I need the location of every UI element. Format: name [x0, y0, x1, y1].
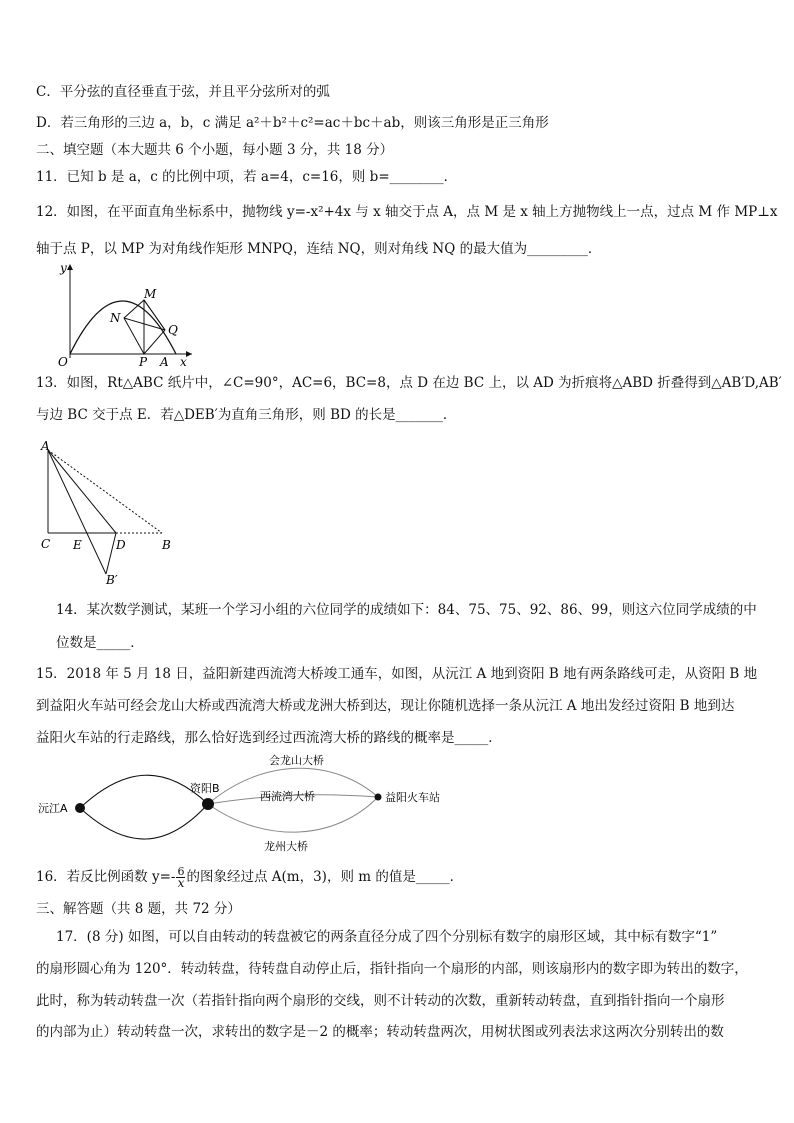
fig13-label-Bprime: B′ — [106, 573, 118, 587]
question-17-line-1: 17．(8 分) 如图，可以自由转动的转盘被它的两条直径分成了四个分别标有数字的扇形区域，其中标有数字“1” — [56, 929, 718, 945]
fig15-label-bottom: 龙州大桥 — [264, 840, 308, 853]
fig12-label-y: y — [60, 261, 67, 275]
figure-13 — [36, 438, 186, 588]
question-16-prefix: 16．若反比例函数 y=- — [36, 869, 176, 885]
section-3-heading: 三、解答题（共 8 题，共 72 分） — [36, 901, 241, 917]
question-17-line-3: 此时，称为转动转盘一次（若指针指向两个扇形的交线，则不计转动的次数，重新转动转盘，直到指针指向一个扇形 — [36, 993, 725, 1009]
fig15-label-top: 会龙山大桥 — [269, 754, 324, 767]
option-c: C．平分弦的直径垂直于弦，并且平分弦所对的弧 — [36, 84, 330, 100]
fraction-denominator: x — [177, 876, 185, 890]
fig13-label-A: A — [41, 439, 50, 453]
question-15-line-1: 15．2018 年 5 月 18 日，益阳新建西流湾大桥竣工通车，如图，从沅江 A 地到资阳 B 地有两条路线可走，从资阳 B 地 — [36, 666, 758, 682]
question-16-suffix: 的图象经过点 A(m，3)，则 m 的值是_____． — [186, 869, 464, 885]
question-12-line-1: 12．如图，在平面直角坐标系中，抛物线 y=-x²+4x 与 x 轴交于点 A，点 M 是 x 轴上方抛物线上一点，过点 M 作 MP⊥x — [36, 204, 778, 220]
figure-15 — [36, 750, 456, 855]
fraction-numerator: 6 — [177, 865, 185, 878]
fig12-label-x: x — [180, 355, 187, 369]
fig13-label-E: E — [73, 538, 82, 552]
question-16 — [36, 866, 463, 889]
fig12-label-P: P — [139, 355, 148, 369]
fig13-label-C: C — [41, 537, 51, 551]
question-17-line-2: 的扇形圆心角为 120°．转动转盘，待转盘自动停止后，指针指向一个扇形的内部，则该扇形内的数字即为转出的数字， — [36, 961, 748, 977]
fig15-label-middle: 西流湾大桥 — [260, 790, 315, 803]
question-14-line-1: 14．某次数学测试，某班一个学习小组的六位同学的成绩如下：84、75、75、92、86、99，则这六位同学成绩的中 — [56, 602, 757, 618]
fig12-label-N: N — [110, 311, 121, 325]
question-13-line-1: 13．如图，Rt△ABC 纸片中，∠C=90°，AC=6，BC=8，点 D 在边 BC 上，以 AD 为折痕将△ABD 折叠得到△AB′D,AB′ — [36, 375, 782, 391]
question-14-line-2: 位数是_____． — [56, 635, 144, 651]
question-11: 11．已知 b 是 a，c 的比例中项，若 a=4，c=16，则 b=________． — [36, 169, 458, 185]
figure-12 — [52, 258, 202, 369]
question-15-line-2: 到益阳火车站可经会龙山大桥或西流湾大桥或龙洲大桥到达，现让你随机选择一条从沅江 A 地出发经过资阳 B 地到达 — [36, 698, 735, 714]
fraction — [176, 866, 185, 889]
option-d: D．若三角形的三边 a，b，c 满足 a²＋b²＋c²=ac＋bc＋ab，则该三角形是正三角形 — [36, 115, 549, 131]
fig15-label-mid: 资阳B — [190, 782, 220, 795]
fig15-label-end: 益阳火车站 — [385, 791, 440, 804]
fig12-label-Q: Q — [168, 323, 178, 337]
fig12-label-O: O — [58, 355, 68, 369]
fig13-label-D: D — [116, 538, 126, 552]
fig15-label-start: 沅江A — [38, 802, 68, 815]
question-13-line-2: 与边 BC 交于点 E．若△DEB′为直角三角形，则 BD 的长是_______． — [36, 407, 457, 423]
fig12-label-M: M — [144, 287, 157, 301]
question-15-line-3: 益阳火车站的行走路线，那么恰好选到经过西流湾大桥的路线的概率是_____． — [36, 730, 502, 746]
fig12-label-A: A — [160, 355, 169, 369]
section-2-heading: 二、填空题（本大题共 6 个小题，每小题 3 分，共 18 分） — [36, 142, 394, 158]
fig13-label-B: B — [162, 538, 171, 552]
question-17-line-4: 的内部为止）转动转盘一次，求转出的数字是－2 的概率；转动转盘两次，用树状图或列表法求这两次分别转出的数 — [36, 1024, 724, 1040]
question-12-line-2: 轴于点 P，以 MP 为对角线作矩形 MNPQ，连结 NQ，则对角线 NQ 的最大值为_________． — [36, 241, 602, 257]
